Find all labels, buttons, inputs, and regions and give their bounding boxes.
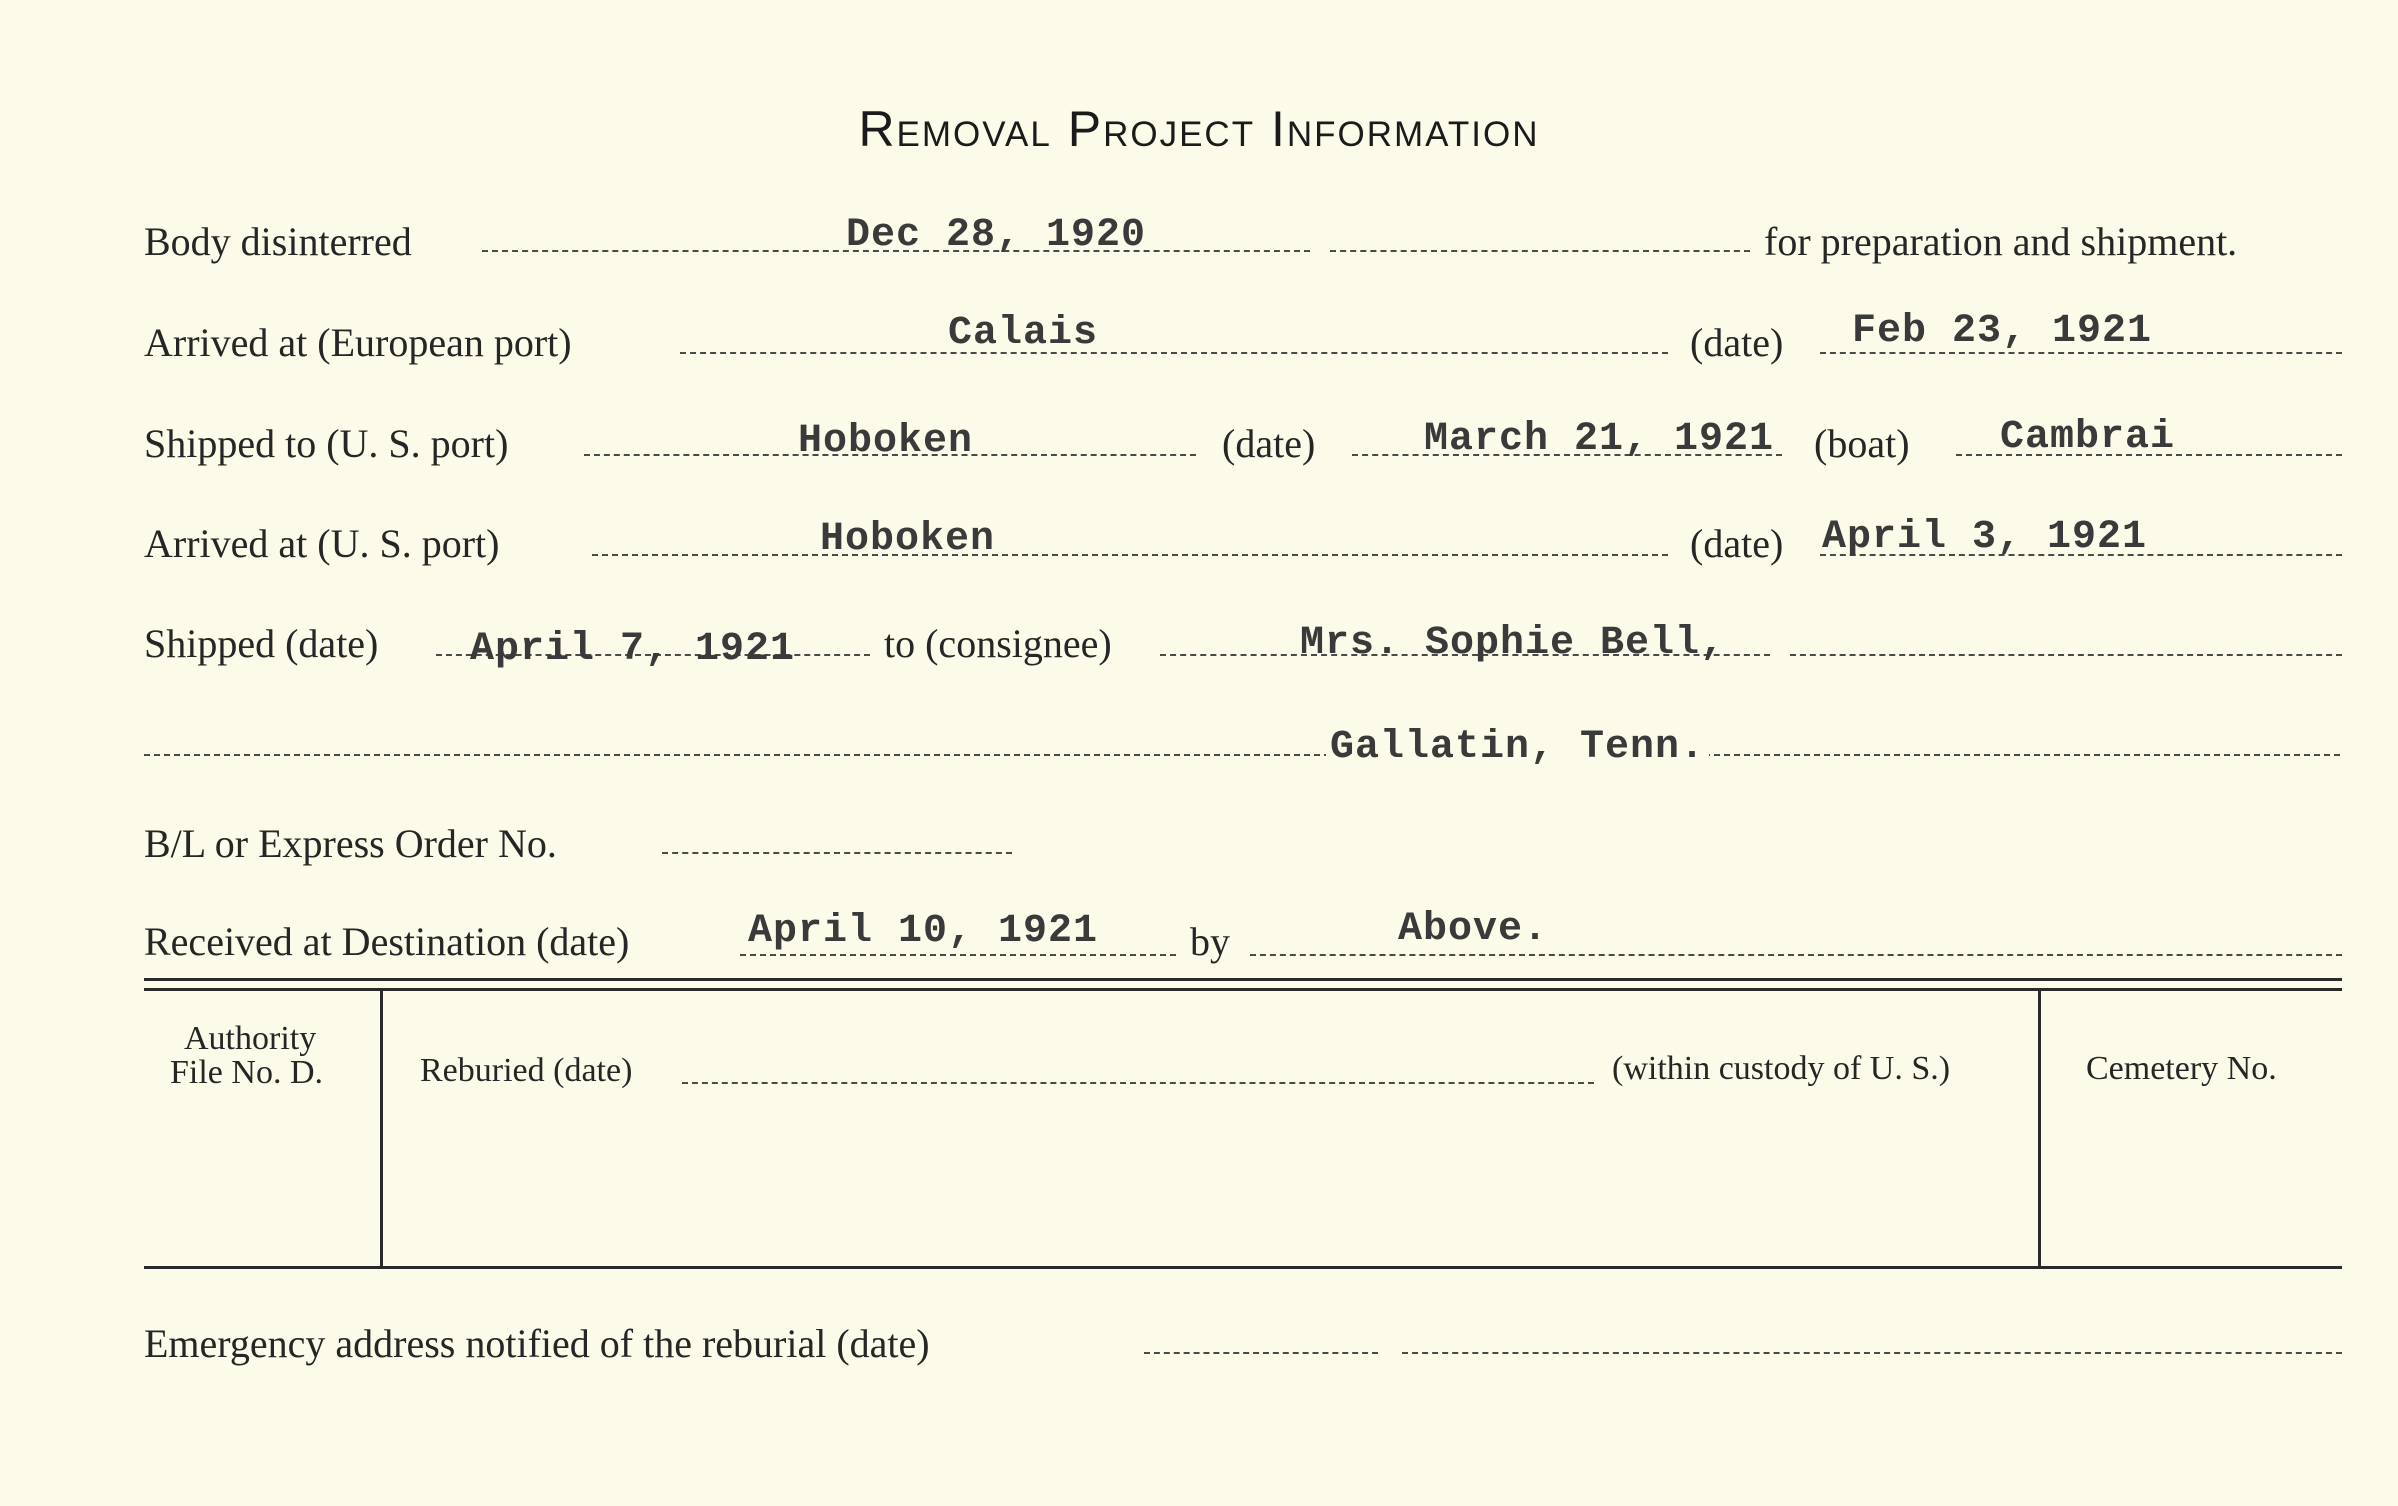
- emergency-line-2: [1402, 1352, 2342, 1354]
- table-top-rule-2: [144, 988, 2342, 991]
- label-shipped-date: Shipped (date): [144, 621, 379, 666]
- table-divider-left: [380, 991, 383, 1268]
- label-arrived-us: Arrived at (U. S. port): [144, 521, 500, 566]
- boat-value[interactable]: Cambrai: [2000, 415, 2176, 460]
- table-top-rule-1: [144, 978, 2342, 981]
- disinterred-line-2: [1330, 250, 1750, 252]
- label-european-date: (date): [1690, 320, 1784, 365]
- label-us-ship-date: (date): [1222, 421, 1316, 466]
- disinterred-date-value[interactable]: Dec 28, 1920: [846, 213, 1147, 258]
- label-bl-order: B/L or Express Order No.: [144, 821, 557, 866]
- us-port-shipped-value[interactable]: Hoboken: [798, 419, 974, 464]
- bl-order-line: [662, 852, 1012, 854]
- emergency-line-1: [1144, 1352, 1378, 1354]
- us-port-arrived-line: [592, 554, 1668, 556]
- consignee-address-line: [144, 754, 2340, 756]
- label-authority-line2: File No. D.: [170, 1054, 323, 1091]
- received-date-value[interactable]: April 10, 1921: [748, 909, 1099, 954]
- label-to-consignee: to (consignee): [884, 621, 1112, 666]
- received-date-line: [740, 954, 1176, 956]
- us-ship-date-value[interactable]: March 21, 1921: [1424, 417, 1775, 462]
- label-us-arrival-date: (date): [1690, 521, 1784, 566]
- table-divider-right: [2038, 991, 2041, 1268]
- label-reburied: Reburied (date): [420, 1052, 633, 1089]
- label-cemetery: Cemetery No.: [2086, 1050, 2277, 1087]
- page-title: Removal Project Information: [858, 101, 1540, 157]
- label-body-disinterred: Body disinterred: [144, 219, 412, 264]
- label-custody: (within custody of U. S.): [1612, 1050, 1951, 1087]
- label-received-dest: Received at Destination (date): [144, 919, 630, 964]
- shipped-date-value[interactable]: April 7, 1921: [470, 627, 796, 672]
- label-arrived-european: Arrived at (European port): [144, 320, 572, 365]
- us-port-arrived-value[interactable]: Hoboken: [820, 517, 996, 562]
- received-by-line: [1250, 954, 2342, 956]
- european-port-value[interactable]: Calais: [948, 311, 1099, 356]
- received-by-value[interactable]: Above.: [1398, 907, 1549, 952]
- table-bottom-rule: [144, 1266, 2342, 1269]
- label-boat: (boat): [1814, 421, 1910, 466]
- label-shipped-us: Shipped to (U. S. port): [144, 421, 509, 466]
- label-for-prep: for preparation and shipment.: [1764, 219, 2238, 264]
- consignee-line-2: [1790, 654, 2342, 656]
- label-by: by: [1190, 919, 1230, 964]
- label-authority-line1: Authority: [184, 1020, 317, 1057]
- label-emergency: Emergency address notified of the reburial (date): [144, 1321, 930, 1366]
- consignee-name-value[interactable]: Mrs. Sophie Bell,: [1300, 621, 1726, 666]
- reburied-line: [682, 1082, 1594, 1084]
- consignee-address-value[interactable]: Gallatin, Tenn.: [1326, 728, 1709, 768]
- us-arrival-date-value[interactable]: April 3, 1921: [1822, 515, 2148, 560]
- european-date-value[interactable]: Feb 23, 1921: [1852, 309, 2153, 354]
- european-port-line: [680, 352, 1668, 354]
